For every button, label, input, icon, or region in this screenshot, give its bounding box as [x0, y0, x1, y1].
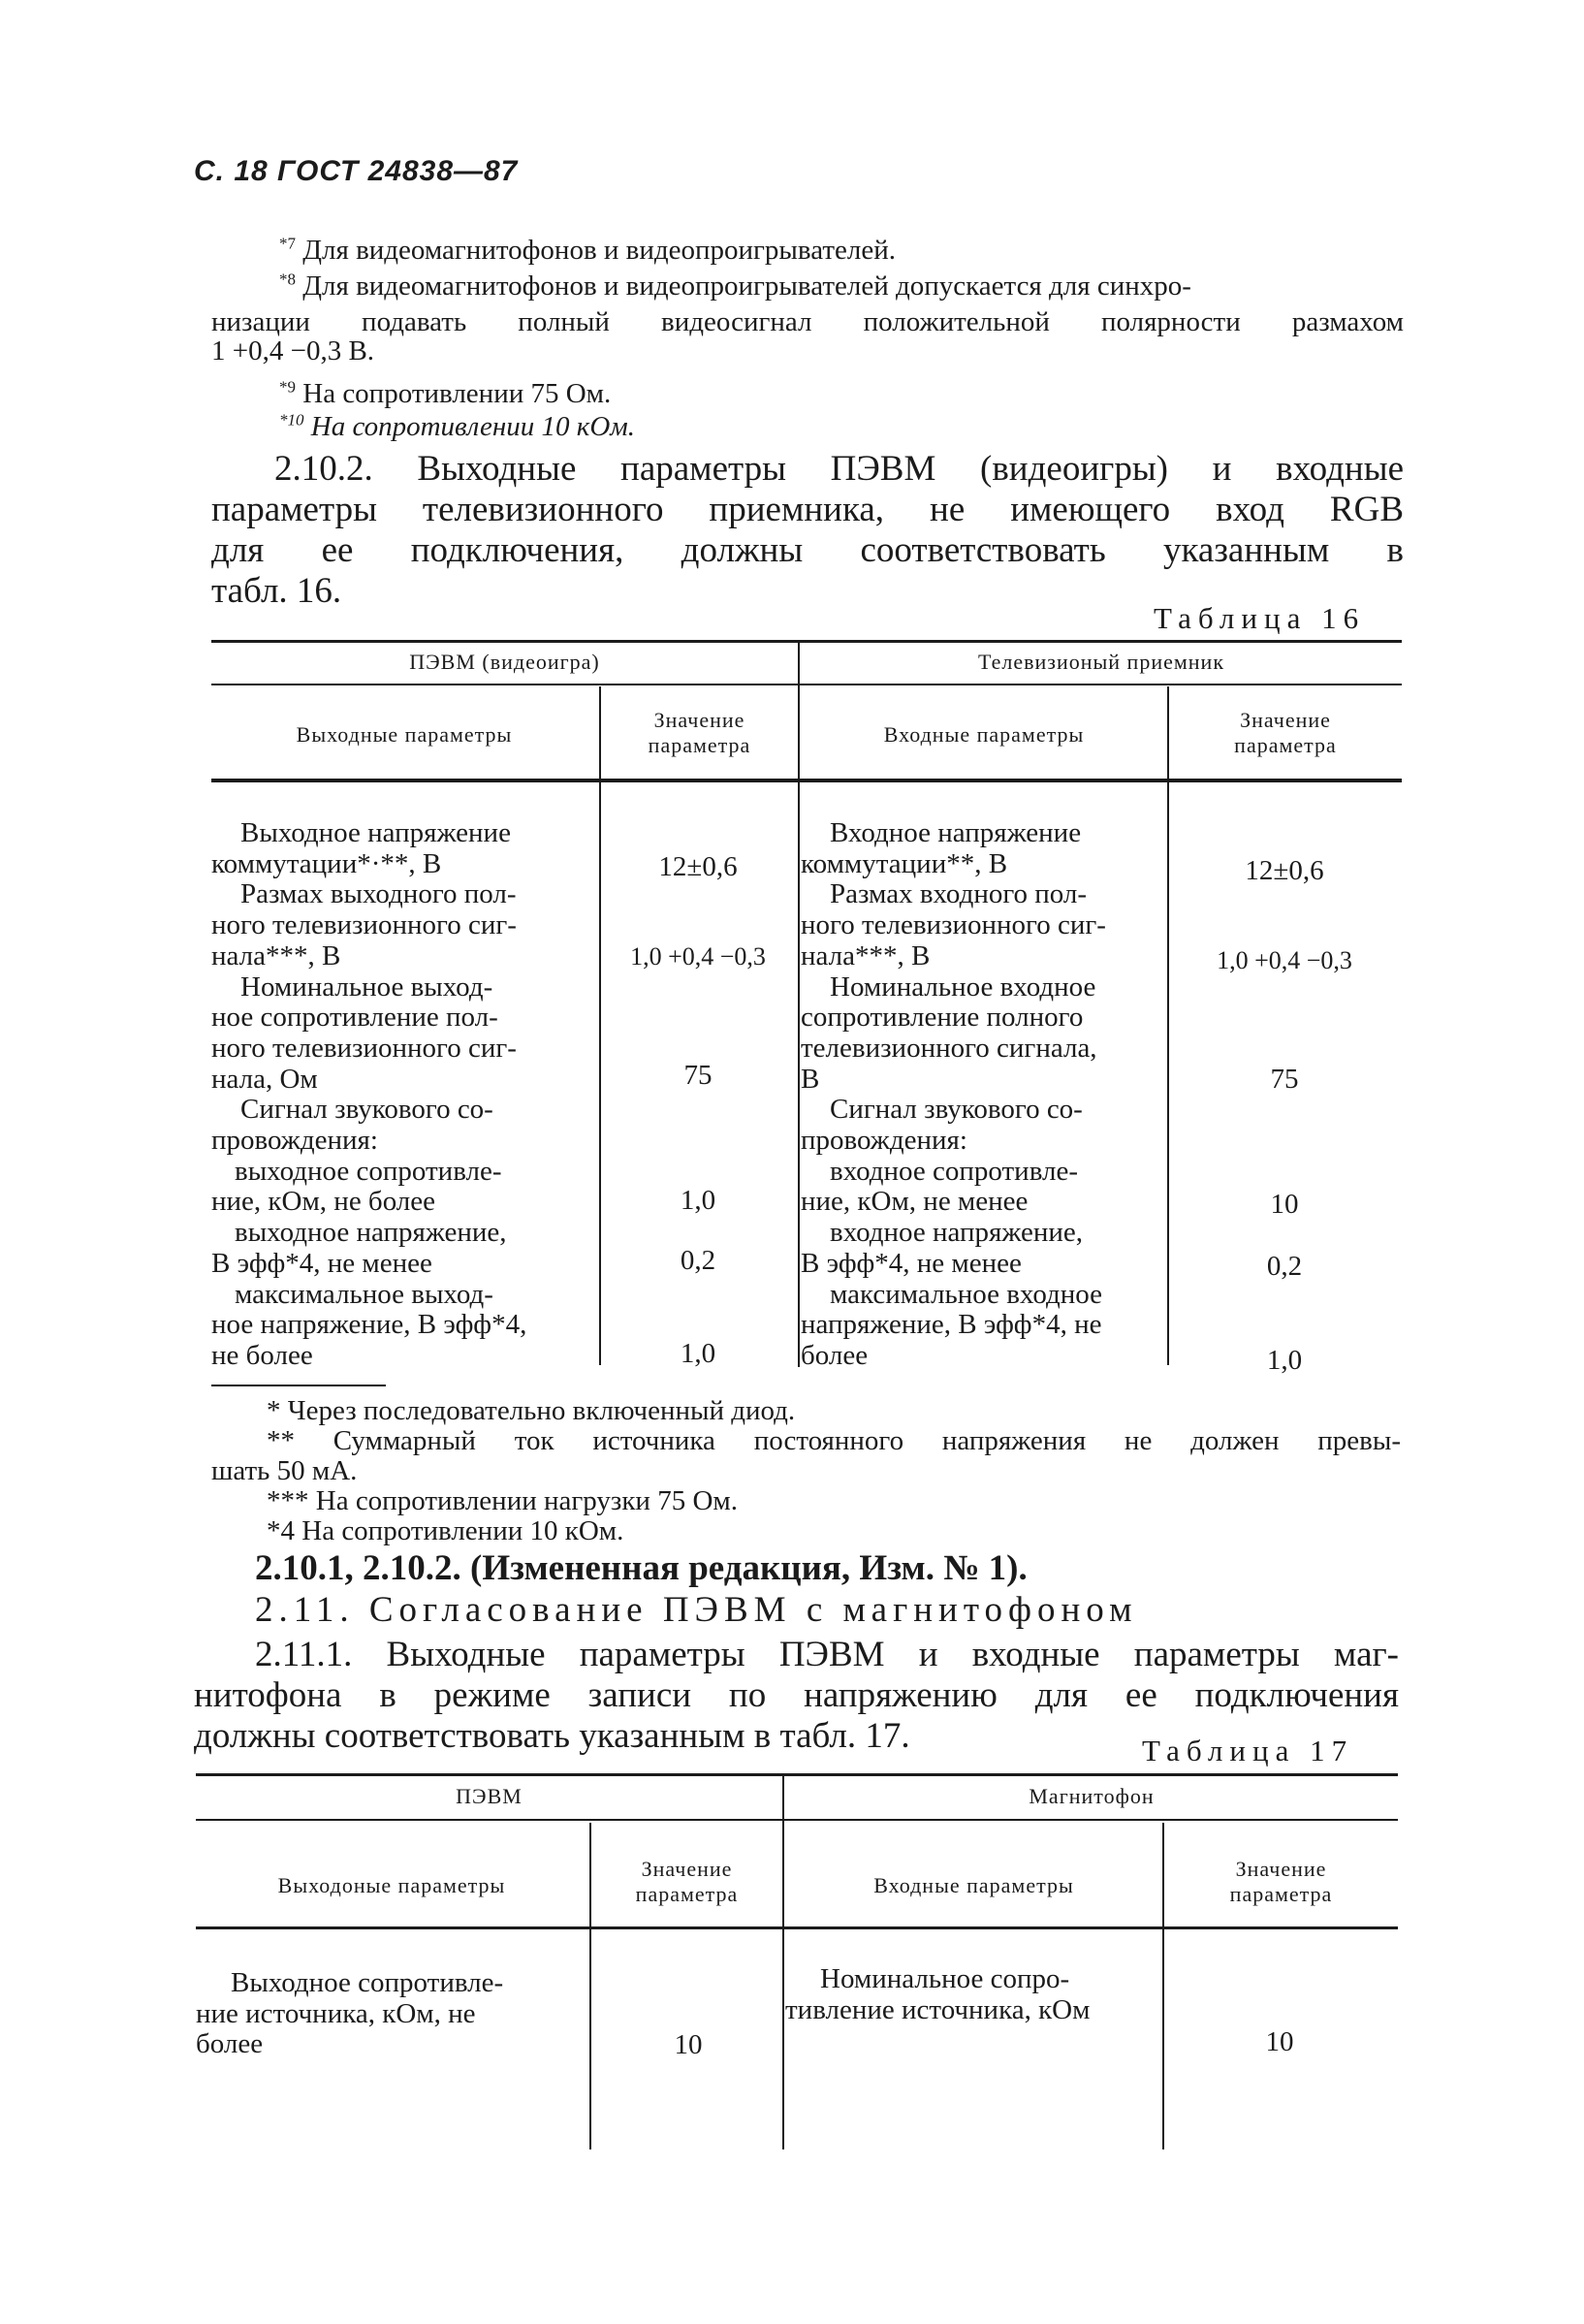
table16-right-text	[801, 818, 1106, 1372]
footnote-text: На сопротивлении 10 кОм.	[310, 411, 636, 442]
col-value-line1: Значение	[1235, 1857, 1327, 1881]
table16-left-value: 0,2	[680, 1245, 716, 1276]
col-value-line1: Значение	[1240, 708, 1331, 732]
table16-footnote-2: ** Суммарный ток источника постоянного напряжения не должен превы-	[267, 1425, 1401, 1456]
text-line: Входное напряжение	[830, 817, 1082, 848]
table17-col-in-params: Входные параметры	[873, 1873, 1074, 1897]
table16-left-text	[211, 818, 526, 1372]
footnote-8-value: 1 +0,4 −0,3 В.	[211, 335, 375, 366]
table16-footnote-rule	[211, 1385, 386, 1386]
footnote-9	[279, 376, 611, 412]
text-line: нала***, В	[801, 939, 931, 971]
table17-header-rule	[196, 1926, 1398, 1929]
text-line: максимальное выход-	[235, 1278, 493, 1310]
text-line: Номинальное сопро-	[820, 1963, 1070, 1994]
text-line: коммутации*·**, В	[211, 847, 442, 879]
table16-left-value: 75	[683, 1060, 713, 1091]
text-line: Выходное напряжение	[240, 817, 511, 848]
table16-caption: Таблица 16	[1154, 601, 1366, 635]
text-line: ного телевизионного сиг-	[801, 909, 1106, 941]
table16-right-value: 1,0	[1266, 1345, 1303, 1376]
para-2-10-2-line3: для ее подключения, должны соответствовать указанным в	[211, 530, 1404, 570]
table16-left-value: 1,0	[680, 1338, 716, 1369]
table17-top-rule	[196, 1773, 1398, 1776]
table17-col-value-right	[1164, 1857, 1398, 1907]
footnote-mark: *9	[279, 377, 296, 397]
table16-divider-right	[1167, 686, 1169, 1365]
text-line: В эфф*4, не менее	[801, 1247, 1022, 1279]
text-line: не более	[211, 1339, 313, 1371]
para-2-11-1-line1: 2.11.1. Выходные параметры ПЭВМ и входные параметры маг-	[255, 1635, 1399, 1674]
text-line: Сигнал звукового со-	[830, 1094, 1083, 1126]
footnote-mark: *10	[279, 410, 304, 430]
text-line: В эфф*4, не менее	[211, 1247, 432, 1279]
text-line: Номинальное входное	[830, 971, 1096, 1003]
footnote-10	[279, 409, 635, 445]
text-line: ние, кОм, не менее	[801, 1186, 1029, 1218]
table16-col-in-params: Входные параметры	[883, 722, 1085, 747]
footnote-mark: *7	[279, 234, 296, 253]
table17-col-out-params: Выходоные параметры	[277, 1873, 506, 1897]
table16-header-rule	[211, 779, 1402, 782]
text-line: ние, кОм, не более	[211, 1186, 436, 1218]
table16-top-rule	[211, 640, 1402, 643]
table17-right-text	[785, 1964, 1090, 2025]
footnote-text: Для видеомагнитофонов и видеопроигрывателей.	[302, 235, 896, 266]
text-line: провождения:	[211, 1125, 378, 1157]
text-line: выходное сопротивле-	[235, 1155, 502, 1187]
col-value-line2: параметра	[648, 733, 751, 757]
table17-caption: Таблица 17	[1142, 1734, 1354, 1767]
text-line: телевизионного сигнала,	[801, 1032, 1097, 1064]
text-line: ного телевизионного сиг-	[211, 909, 517, 941]
amendment-note: 2.10.1, 2.10.2. (Измененная редакция, Изм. № 1).	[255, 1548, 1028, 1588]
table16-left-value: 1,0 +0,4 −0,3	[630, 942, 766, 971]
text-line: Размах входного пол-	[830, 878, 1088, 910]
text-line: входное сопротивле-	[830, 1155, 1079, 1187]
table16-right-value: 12±0,6	[1245, 855, 1324, 886]
text-line: ное сопротивление пол-	[211, 1002, 498, 1034]
table16-right-value: 1,0 +0,4 −0,3	[1217, 946, 1352, 974]
text-line: тивление источника, кОм	[785, 1993, 1091, 2025]
table17-group-right: Магнитофон	[1029, 1784, 1155, 1808]
col-value-line2: параметра	[635, 1882, 739, 1906]
text-line: ное напряжение, В эфф*4,	[211, 1309, 527, 1341]
table16-footnote-2-cont: шать 50 мА.	[211, 1455, 358, 1486]
footnote-text: Для видеомагнитофонов и видеопроигрывателей допускается для синхро-	[302, 271, 1191, 302]
table16-right-value: 10	[1270, 1189, 1299, 1220]
para-2-10-2-line1: 2.10.2. Выходные параметры ПЭВМ (видеоигры) и входные	[274, 449, 1404, 489]
table16-footnote-4: *4 На сопротивлении 10 кОм.	[267, 1515, 624, 1546]
table16-right-value: 75	[1270, 1064, 1299, 1095]
table16-col-value-left	[601, 708, 798, 758]
para-2-10-2-line4: табл. 16.	[211, 571, 342, 611]
table16-divider-center	[798, 640, 800, 1367]
text-line: Размах выходного пол-	[240, 878, 517, 910]
footnote-7	[279, 233, 896, 269]
table17-left-value: 10	[674, 2029, 703, 2060]
table16-right-value: 0,2	[1266, 1251, 1303, 1282]
text-line: максимальное входное	[830, 1278, 1103, 1310]
text-line: ние источника, кОм, не	[196, 1997, 476, 2029]
table17-divider-center	[782, 1773, 784, 2149]
text-line: сопротивление полного	[801, 1002, 1084, 1034]
para-2-11-1-line2: нитофона в режиме записи по напряжению для ее подключения	[194, 1675, 1399, 1715]
table16-footnote-1: * Через последовательно включенный диод.	[267, 1395, 796, 1426]
table16-left-value: 1,0	[680, 1185, 716, 1216]
text-line: В	[801, 1063, 820, 1095]
text-line: Номинальное выход-	[240, 971, 493, 1003]
footnote-8-cont: низации подавать полный видеосигнал положительной полярности размахом	[211, 306, 1404, 337]
table17-group-left: ПЭВМ	[456, 1784, 523, 1808]
col-value-line2: параметра	[1229, 1882, 1333, 1906]
page-header: С. 18 ГОСТ 24838—87	[194, 155, 519, 187]
para-2-11-1-line3: должны соответствовать указанным в табл. 17.	[194, 1716, 910, 1756]
table16-group-rule	[211, 684, 1402, 685]
footnote-text: На сопротивлении 75 Ом.	[302, 378, 612, 409]
text-line: Сигнал звукового со-	[240, 1094, 493, 1126]
para-2-10-2-line2: параметры телевизионного приемника, не имеющего вход RGB	[211, 490, 1404, 529]
text-line: Выходное сопротивле-	[231, 1967, 504, 1998]
text-line: коммутации**, В	[801, 847, 1008, 879]
text-line: провождения:	[801, 1125, 967, 1157]
text-line: нала, Ом	[211, 1063, 318, 1095]
table16-left-value: 12±0,6	[658, 851, 738, 882]
table17-col-value-left	[591, 1857, 782, 1907]
table17-left-text	[196, 1968, 503, 2060]
table16-col-out-params: Выходные параметры	[296, 722, 513, 747]
text-line: более	[196, 2028, 264, 2060]
text-line: более	[801, 1339, 869, 1371]
table16-group-right: Телевизионый приемник	[977, 650, 1225, 674]
footnote-mark: *8	[279, 270, 296, 289]
text-line: напряжение, В эфф*4, не	[801, 1309, 1102, 1341]
table17-right-value: 10	[1265, 2026, 1294, 2057]
table17-group-rule	[196, 1819, 1398, 1821]
table16-group-left: ПЭВМ (видеоигра)	[409, 650, 600, 674]
text-line: ного телевизионного сиг-	[211, 1032, 517, 1064]
section-2-11-title: 2.11. Согласование ПЭВМ с магнитофоном	[255, 1590, 1138, 1630]
footnote-8	[279, 269, 1404, 304]
col-value-line2: параметра	[1234, 733, 1337, 757]
table16-footnote-3: *** На сопротивлении нагрузки 75 Ом.	[267, 1485, 738, 1516]
col-value-line1: Значение	[641, 1857, 733, 1881]
text-line: нала***, В	[211, 939, 341, 971]
text-line: выходное напряжение,	[235, 1217, 507, 1249]
table16-divider-left	[599, 686, 601, 1365]
table16-col-value-right	[1169, 708, 1402, 758]
col-value-line1: Значение	[653, 708, 745, 732]
text-line: входное напряжение,	[830, 1217, 1084, 1249]
